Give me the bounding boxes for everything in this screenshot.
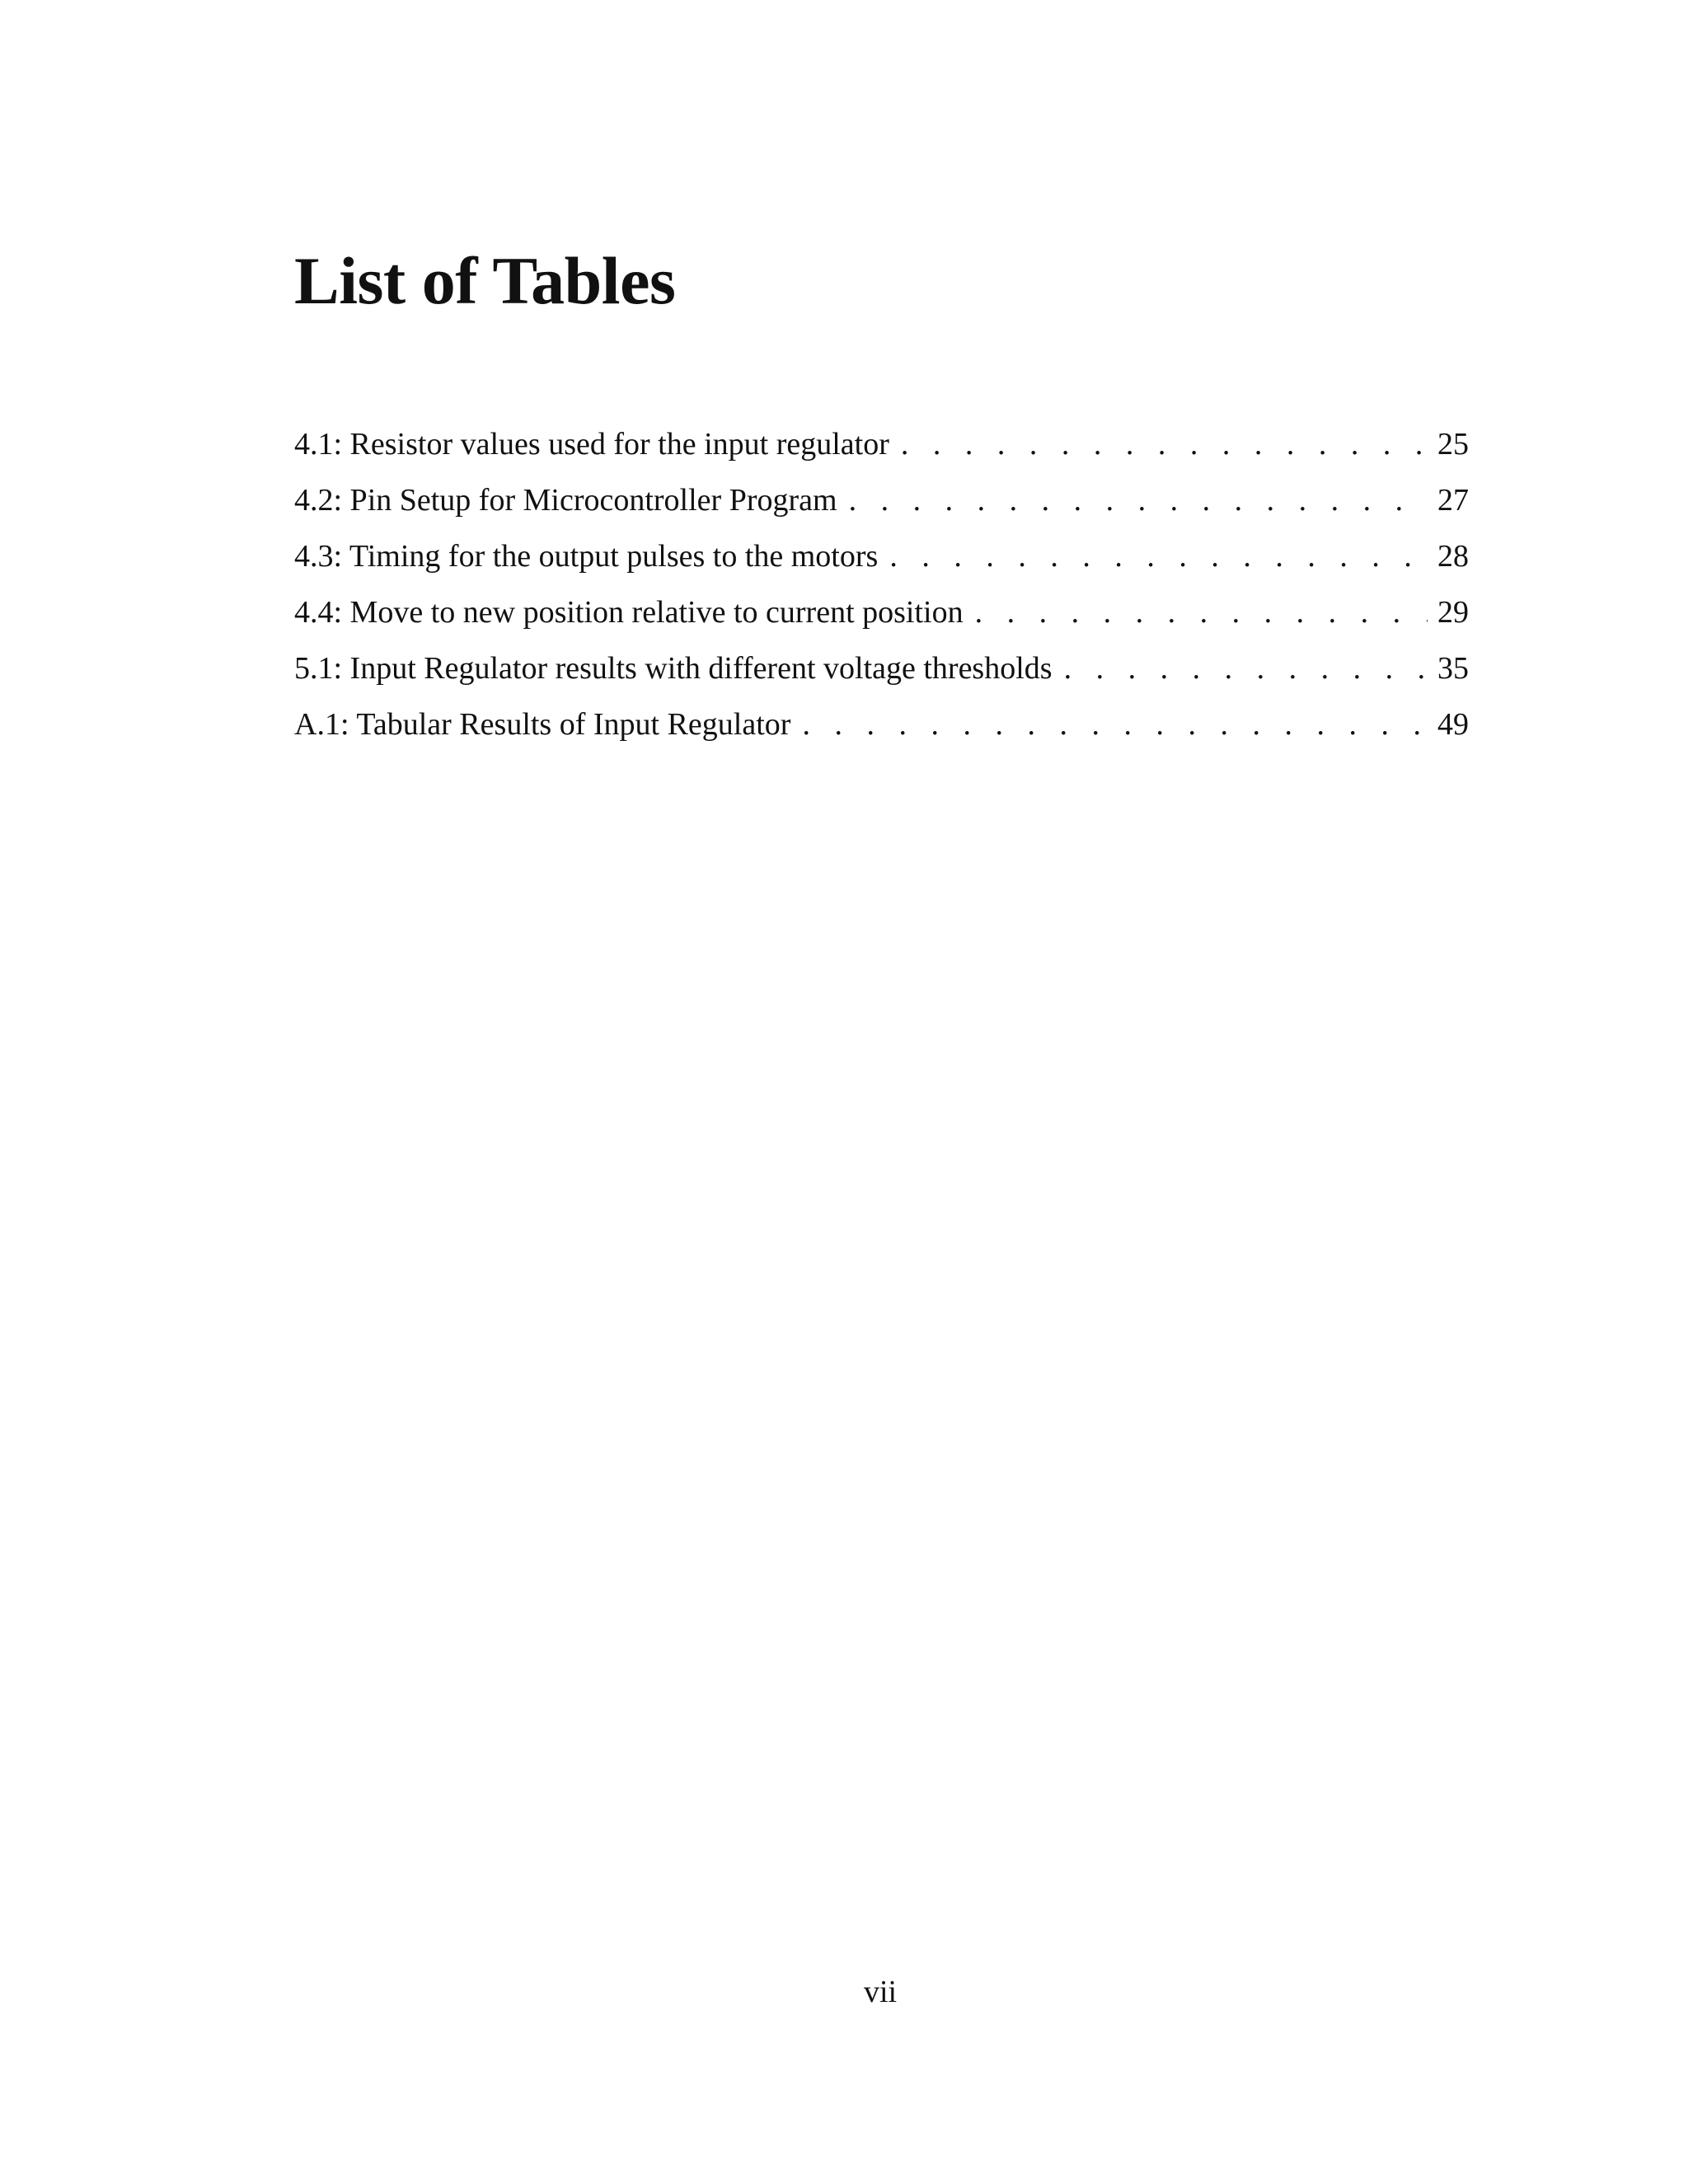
page-number: vii (863, 1975, 898, 2009)
dot-leader (889, 528, 1428, 584)
toc-entry-label: 4.4: Move to new position relative to current position (294, 595, 964, 630)
toc-entry-label: A.1: Tabular Results of Input Regulator (294, 707, 791, 742)
toc-entry-5-1[interactable] (294, 640, 1469, 696)
toc-entry-4-2[interactable] (294, 472, 1469, 528)
toc-entry-page: 27 (1437, 483, 1469, 518)
list-of-tables (294, 416, 1469, 752)
dot-leader (1064, 640, 1428, 696)
toc-entry-label: 4.1: Resistor values used for the input regulator (294, 427, 889, 462)
toc-entry-page: 35 (1437, 651, 1469, 686)
toc-entry-4-4[interactable] (294, 584, 1469, 640)
toc-entry-a-1[interactable] (294, 696, 1469, 752)
toc-entry-page: 28 (1437, 539, 1469, 574)
dot-leader (975, 584, 1428, 640)
toc-entry-page: 25 (1437, 427, 1469, 462)
dot-leader (901, 416, 1428, 472)
page-title: List of Tables (294, 243, 676, 318)
toc-entry-page: 29 (1437, 595, 1469, 630)
dot-leader (802, 696, 1428, 752)
toc-entry-label: 5.1: Input Regulator results with different voltage thresholds (294, 651, 1053, 686)
toc-entry-4-1[interactable] (294, 416, 1469, 472)
toc-entry-4-3[interactable] (294, 528, 1469, 584)
toc-entry-page: 49 (1437, 707, 1469, 742)
toc-entry-label: 4.2: Pin Setup for Microcontroller Program (294, 483, 837, 518)
dot-leader (849, 472, 1428, 528)
toc-entry-label: 4.3: Timing for the output pulses to the motors (294, 539, 879, 574)
